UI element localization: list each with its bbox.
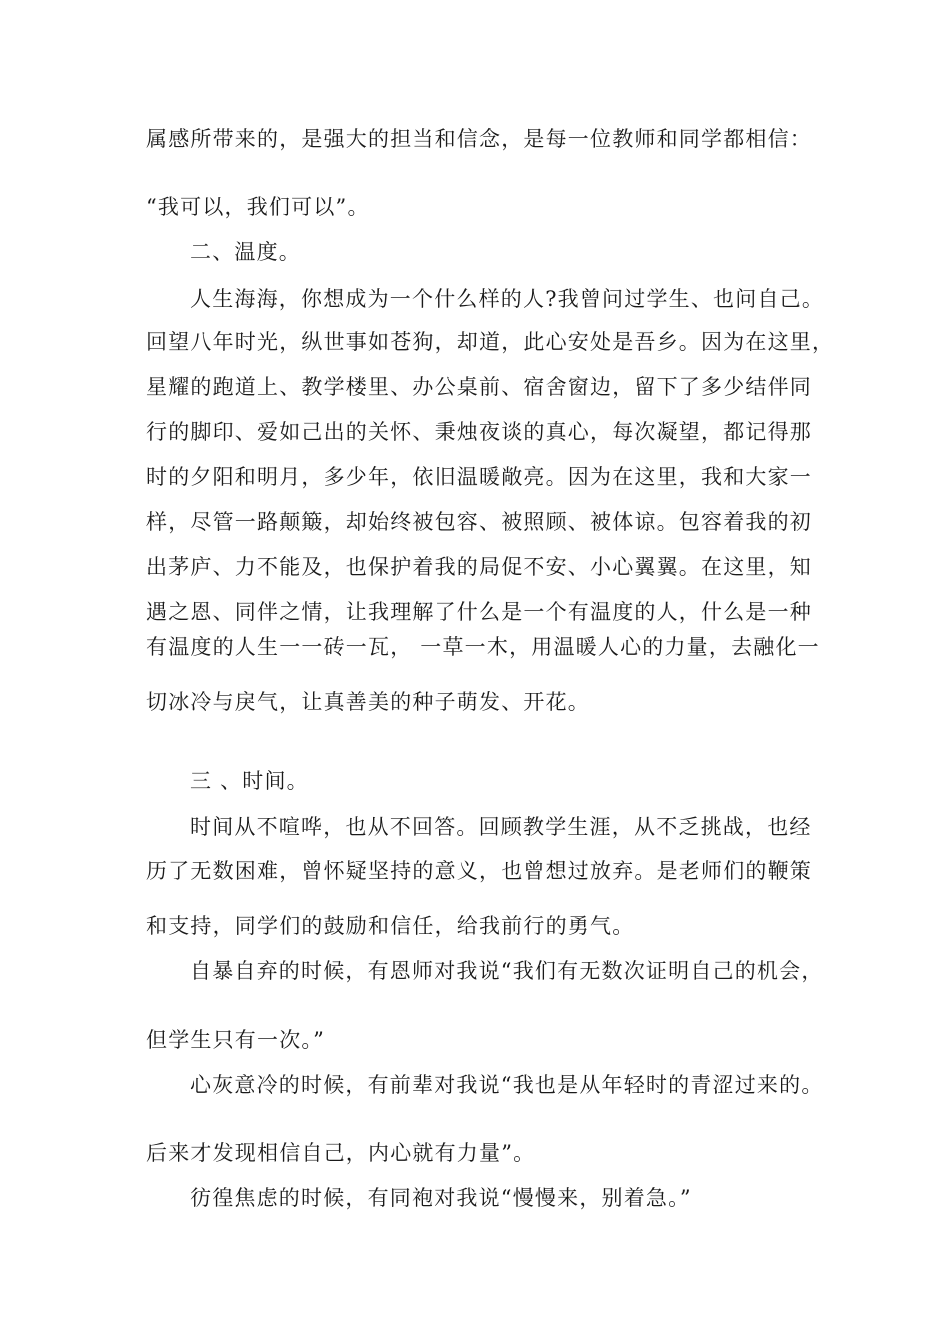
text-line: “我可以，我们可以”。 bbox=[146, 195, 370, 219]
text-line: 星耀的跑道上、教学楼里、办公桌前、宿舍窗边，留下了多少结伴同 bbox=[146, 375, 812, 399]
text-line: 但学生只有一次。” bbox=[146, 1028, 326, 1052]
text-line: 和支持，同学们的鼓励和信任，给我前行的勇气。 bbox=[146, 914, 635, 938]
text-line: 时的夕阳和明月，多少年，依旧温暖敞亮。因为在这里，我和大家一 bbox=[146, 465, 812, 489]
section-heading: 三 、时间。 bbox=[190, 769, 309, 793]
text-line: 后来才发现相信自己，内心就有力量”。 bbox=[146, 1141, 536, 1165]
text-line: 自暴自弃的时候，有恩师对我说“我们有无数次证明自己的机会， bbox=[190, 959, 824, 983]
text-line: 心灰意冷的时候，有前辈对我说“我也是从年轻时的青涩过来的。 bbox=[190, 1073, 824, 1097]
text-line: 人生海海，你想成为一个什么样的人?我曾问过学生、也问自己。 bbox=[190, 287, 825, 311]
text-line: 遇之恩、同伴之情，让我理解了什么是一个有温度的人，什么是一种 bbox=[146, 600, 812, 624]
text-line: 样，尽管一路颠簸，却始终被包容、被照顾、被体谅。包容着我的初 bbox=[146, 510, 812, 534]
section-heading: 二、温度。 bbox=[190, 240, 301, 264]
text-line: 时间从不喧哗，也从不回答。回顾教学生涯，从不乏挑战，也经 bbox=[190, 815, 812, 839]
text-line: 行的脚印、爱如己出的关怀、秉烛夜谈的真心，每次凝望，都记得那 bbox=[146, 420, 812, 444]
text-line: 历了无数困难，曾怀疑坚持的意义，也曾想过放弃。是老师们的鞭策 bbox=[146, 859, 812, 883]
text-line: 有温度的人生一一砖一瓦， 一草一木，用温暖人心的力量，去融化一 bbox=[146, 635, 820, 659]
text-line: 出茅庐、力不能及，也保护着我的局促不安、小心翼翼。在这里，知 bbox=[146, 555, 812, 579]
text-line: 切冰冷与戾气，让真善美的种子萌发、开花。 bbox=[146, 690, 590, 714]
text-line: 属感所带来的，是强大的担当和信念，是每一位教师和同学都相信： bbox=[146, 127, 812, 151]
text-line: 回望八年时光，纵世事如苍狗，却道，此心安处是吾乡。因为在这里， bbox=[146, 330, 835, 354]
text-line: 彷徨焦虑的时候，有同袍对我说“慢慢来，别着急。” bbox=[190, 1186, 692, 1210]
